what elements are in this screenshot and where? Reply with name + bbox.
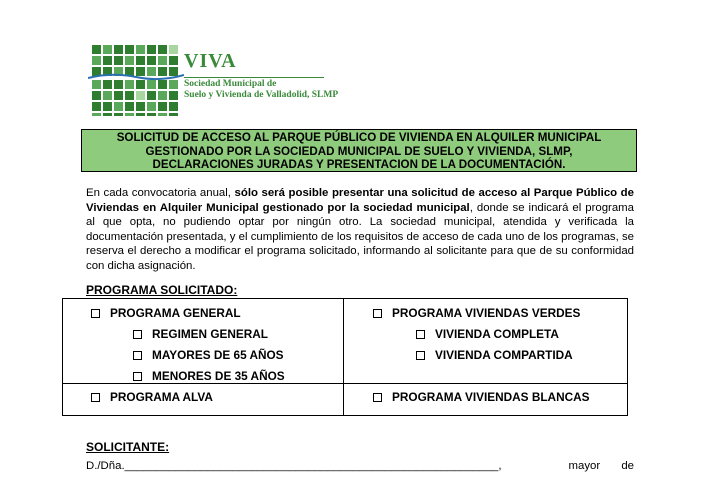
- title-line-2: GESTIONADO POR LA SOCIEDAD MUNICIPAL DE SUELO Y VIVIENDA, SLMP,: [145, 144, 573, 158]
- logo-square: [169, 45, 178, 54]
- viva-logo: [88, 44, 348, 116]
- logo-square: [103, 113, 112, 116]
- logo-square: [103, 80, 112, 89]
- table-divider-vertical: [343, 299, 344, 415]
- logo-divider: [184, 77, 324, 78]
- logo-square: [114, 102, 123, 111]
- applicant-name-field[interactable]: D./Dña.___________________________________________________________,: [86, 460, 502, 472]
- checkbox[interactable]: [91, 309, 100, 318]
- option-programa-alva[interactable]: [91, 390, 213, 404]
- logo-square: [125, 45, 134, 54]
- logo-subtitle: [184, 79, 338, 101]
- option-label: REGIMEN GENERAL: [152, 327, 269, 341]
- option-label: VIVIENDA COMPARTIDA: [435, 348, 573, 362]
- option-regimen-general[interactable]: [133, 327, 268, 341]
- logo-square: [103, 56, 112, 65]
- logo-square: [147, 102, 156, 111]
- option-label: MAYORES DE 65 AÑOS: [152, 348, 284, 362]
- checkbox[interactable]: [373, 309, 382, 318]
- logo-square: [136, 56, 145, 65]
- logo-square: [92, 56, 101, 65]
- logo-square: [125, 102, 134, 111]
- applicant-heading: SOLICITANTE:: [86, 440, 170, 454]
- applicant-age-label: mayor de: [568, 460, 634, 472]
- option-viviendas-verdes[interactable]: [373, 306, 580, 320]
- logo-square: [114, 91, 123, 100]
- logo-square: [158, 102, 167, 111]
- option-label: PROGRAMA ALVA: [110, 390, 213, 404]
- checkbox[interactable]: [416, 351, 425, 360]
- logo-square: [125, 113, 134, 116]
- logo-square: [114, 45, 123, 54]
- logo-square: [158, 56, 167, 65]
- logo-square: [136, 113, 145, 116]
- logo-square: [158, 80, 167, 89]
- logo-square: [92, 102, 101, 111]
- table-divider-horizontal: [63, 383, 627, 384]
- logo-square: [136, 80, 145, 89]
- checkbox[interactable]: [133, 351, 142, 360]
- logo-square: [169, 91, 178, 100]
- intro-text-2: , donde se indicará el programa al que opta, no pudiendo optar por ningún otro. La sociedad municipal, atendida y verificada la documentación presentada, y el cumplimiento de los requisitos de acceso de cada uno de los programas, se reserva el derecho a modificar el programa solicitado, informando al solicitante para que de su conformidad con dicha asignación.: [86, 201, 634, 272]
- logo-square: [125, 80, 134, 89]
- option-menores-35[interactable]: [133, 369, 285, 383]
- program-heading: PROGRAMA SOLICITADO:: [86, 283, 238, 297]
- logo-square: [169, 56, 178, 65]
- logo-square: [136, 102, 145, 111]
- option-label: PROGRAMA GENERAL: [110, 306, 241, 320]
- logo-square: [92, 80, 101, 89]
- option-mayores-65[interactable]: [133, 348, 284, 362]
- logo-square: [114, 80, 123, 89]
- checkbox[interactable]: [416, 330, 425, 339]
- logo-square: [92, 91, 101, 100]
- checkbox[interactable]: [373, 393, 382, 402]
- logo-square: [136, 91, 145, 100]
- logo-square: [103, 45, 112, 54]
- logo-square: [147, 91, 156, 100]
- intro-paragraph: [86, 186, 634, 274]
- title-line-3: DECLARACIONES JURADAS Y PRESENTACION DE LA DOCUMENTACIÓN.: [152, 158, 566, 171]
- option-label: VIVIENDA COMPLETA: [435, 327, 559, 341]
- logo-square: [125, 56, 134, 65]
- logo-square: [103, 91, 112, 100]
- logo-square: [103, 102, 112, 111]
- title-line-1: SOLICITUD DE ACCESO AL PARQUE PÚBLICO DE VIVIENDA EN ALQUILER MUNICIPAL: [116, 131, 602, 144]
- logo-square: [158, 113, 167, 116]
- logo-square: [92, 113, 101, 116]
- logo-name: VIVA: [184, 50, 237, 72]
- intro-text-1: En cada convocatoria anual,: [86, 187, 235, 199]
- logo-subtitle-line1: Sociedad Municipal de: [184, 79, 277, 89]
- logo-subtitle-line2: Suelo y Vivienda de Valladolid, SLMP: [184, 90, 339, 100]
- logo-square: [125, 91, 134, 100]
- option-viviendas-blancas[interactable]: [373, 390, 590, 404]
- logo-square: [147, 113, 156, 116]
- logo-square: [92, 45, 101, 54]
- applicant-name-line: [86, 460, 634, 472]
- document-title-box: [81, 129, 637, 172]
- logo-square: [147, 45, 156, 54]
- option-programa-general[interactable]: [91, 306, 241, 320]
- program-table: [62, 298, 628, 416]
- option-label: MENORES DE 35 AÑOS: [152, 369, 285, 383]
- logo-square: [136, 45, 145, 54]
- logo-square: [114, 56, 123, 65]
- checkbox[interactable]: [133, 372, 142, 381]
- logo-grid-icon: [88, 44, 184, 116]
- logo-square: [114, 113, 123, 116]
- intro-text-bold: sólo será posible presentar una solicitud de acceso al Parque Público de Viviendas en Alquiler Municipal gestionado por la sociedad municipal: [86, 187, 634, 214]
- logo-square: [169, 80, 178, 89]
- logo-square: [158, 91, 167, 100]
- logo-square: [169, 67, 178, 76]
- logo-square: [147, 56, 156, 65]
- logo-square: [136, 67, 145, 76]
- logo-square: [158, 45, 167, 54]
- option-vivienda-completa[interactable]: [416, 327, 559, 341]
- option-label: PROGRAMA VIVIENDAS BLANCAS: [392, 390, 590, 404]
- option-label: PROGRAMA VIVIENDAS VERDES: [392, 306, 581, 320]
- checkbox[interactable]: [133, 330, 142, 339]
- logo-square: [147, 67, 156, 76]
- checkbox[interactable]: [91, 393, 100, 402]
- logo-square: [147, 80, 156, 89]
- logo-square: [158, 67, 167, 76]
- logo-square: [169, 102, 178, 111]
- option-vivienda-compartida[interactable]: [416, 348, 573, 362]
- logo-square: [169, 113, 178, 116]
- logo-square: [92, 67, 101, 76]
